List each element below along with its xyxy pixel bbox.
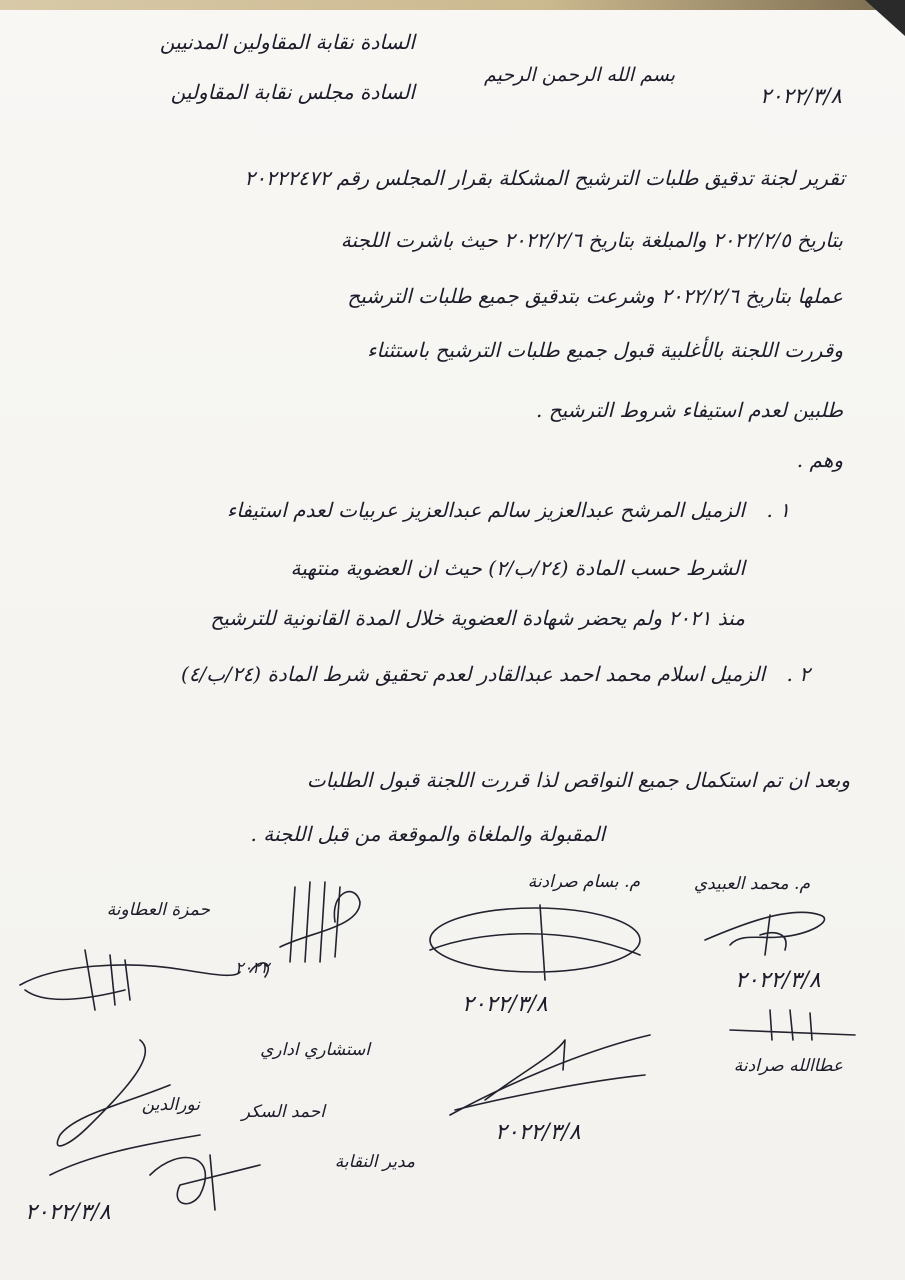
body-line-2: بتاريخ ٢٠٢٢/٢/٥ والمبلغة بتاريخ ٢٠٢٢/٢/٦ حيث باشرت اللجنة xyxy=(340,228,843,252)
signer-7-name: استشاري اداري xyxy=(260,1040,370,1060)
item-1-number: ١ . xyxy=(766,498,790,522)
closing-line-2: المقبولة والملغاة والموقعة من قبل اللجنة . xyxy=(250,822,605,846)
closing-line-1: وبعد ان تم استكمال جميع النواقص لذا قررت اللجنة قبول الطلبات xyxy=(306,768,850,792)
signer-3-date: ٢٠٢٢ xyxy=(235,958,270,977)
pen-corner xyxy=(865,0,905,40)
signature-5 xyxy=(690,1005,860,1045)
signer-5-name: عطاالله صرادنة xyxy=(733,1056,843,1076)
item-2-number: ٢ . xyxy=(786,662,810,686)
body-line-1: تقرير لجنة تدقيق طلبات الترشيح المشكلة بقرار المجلس رقم ٢٠٢٢٢٤٧٢ xyxy=(244,166,845,190)
body-line-4: وقررت اللجنة بالأغلبية قبول جميع طلبات الترشيح باستثناء xyxy=(367,338,843,362)
signer-1-date: ٢٠٢٢/٣/٨ xyxy=(735,968,821,993)
item-1-line-1: الزميل المرشح عبدالعزيز سالم عبدالعزيز عربيات لعدم استيفاء xyxy=(226,498,745,522)
signer-2-name: م. بسام صرادنة xyxy=(527,872,640,892)
address-line-1: السادة نقابة المقاولين المدنيين xyxy=(159,30,415,54)
item-2-line-1: الزميل اسلام محمد احمد عبدالقادر لعدم تحقيق شرط المادة (٢٤/ب/٤) xyxy=(180,662,765,686)
address-line-2: السادة مجلس نقابة المقاولين xyxy=(170,80,415,104)
signer-2-date: ٢٠٢٢/٣/٨ xyxy=(462,992,548,1017)
signer-6-date: ٢٠٢٢/٣/٨ xyxy=(495,1120,581,1145)
signer-8-name: احمد السكر xyxy=(241,1102,325,1122)
signer-1-name: م. محمد العبيدي xyxy=(693,874,810,894)
item-1-line-2: الشرط حسب المادة (٢٤/ب/٢) حيث ان العضوية منتهية xyxy=(290,556,745,580)
body-line-6: وهم . xyxy=(796,448,843,472)
signer-4-name: حمزة العطاونة xyxy=(106,900,210,920)
signer-9-name: مدير النقابة xyxy=(334,1152,415,1172)
signature-10 xyxy=(30,1035,290,1225)
signature-6 xyxy=(445,1030,655,1120)
body-line-5: طلبين لعدم استيفاء شروط الترشيح . xyxy=(536,398,843,422)
header-date: ٢٠٢٢/٣/٨ xyxy=(760,84,842,108)
signature-4 xyxy=(15,930,245,1020)
signer-10-name: نورالدين xyxy=(141,1095,200,1115)
signer-10-date: ٢٠٢٢/٣/٨ xyxy=(25,1200,111,1225)
body-line-3: عملها بتاريخ ٢٠٢٢/٢/٦ وشرعت بتدقيق جميع طلبات الترشيح xyxy=(347,284,843,308)
signature-2 xyxy=(420,895,650,985)
item-1-line-3: منذ ٢٠٢١ ولم يحضر شهادة العضوية خلال المدة القانونية للترشيح xyxy=(210,606,745,630)
basmala: بسم الله الرحمن الرحيم xyxy=(484,64,675,86)
signature-1 xyxy=(700,895,840,965)
paper-top-edge xyxy=(0,0,905,10)
